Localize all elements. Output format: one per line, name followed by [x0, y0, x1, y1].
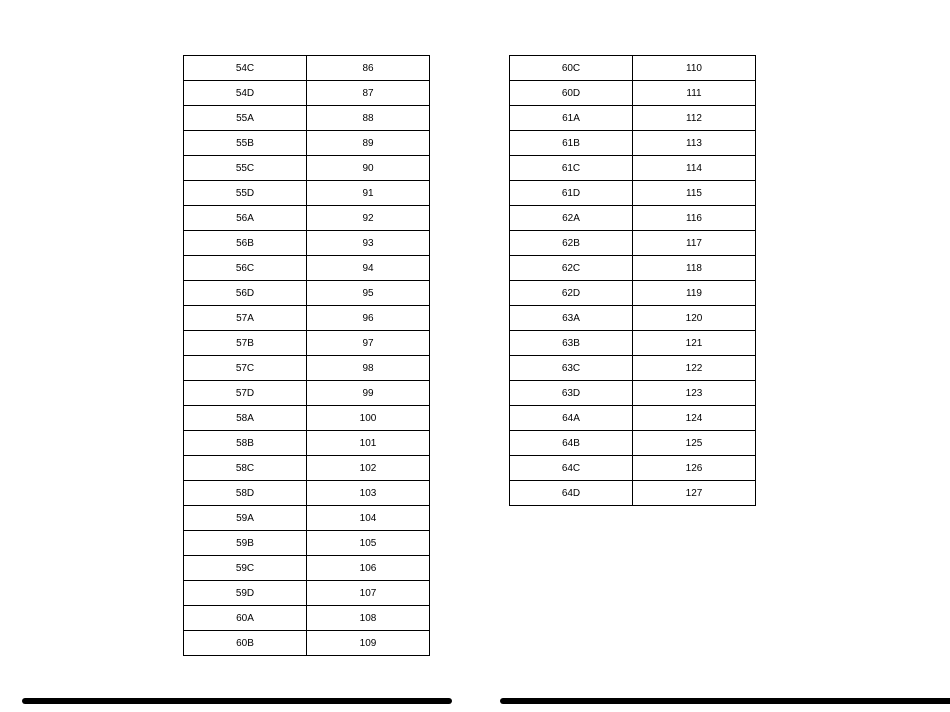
table-row: [184, 131, 430, 156]
left-code-table: [183, 55, 430, 656]
table-row: [184, 431, 430, 456]
table-row: [510, 56, 756, 81]
code-cell: 58D: [184, 481, 307, 506]
number-cell: 92: [307, 206, 430, 231]
code-cell: 55C: [184, 156, 307, 181]
table-row: [510, 431, 756, 456]
code-cell: 64B: [510, 431, 633, 456]
table-row: [184, 606, 430, 631]
code-cell: 63C: [510, 356, 633, 381]
table-row: [184, 331, 430, 356]
code-cell: 62A: [510, 206, 633, 231]
number-cell: 127: [633, 481, 756, 506]
number-cell: 115: [633, 181, 756, 206]
number-cell: 125: [633, 431, 756, 456]
number-cell: 126: [633, 456, 756, 481]
code-cell: 55B: [184, 131, 307, 156]
number-cell: 111: [633, 81, 756, 106]
code-cell: 63D: [510, 381, 633, 406]
number-cell: 110: [633, 56, 756, 81]
table-row: [184, 356, 430, 381]
table-row: [510, 231, 756, 256]
table-row: [184, 406, 430, 431]
number-cell: 97: [307, 331, 430, 356]
number-cell: 86: [307, 56, 430, 81]
table-row: [510, 106, 756, 131]
number-cell: 109: [307, 631, 430, 656]
number-cell: 103: [307, 481, 430, 506]
number-cell: 101: [307, 431, 430, 456]
number-cell: 122: [633, 356, 756, 381]
code-cell: 60A: [184, 606, 307, 631]
number-cell: 113: [633, 131, 756, 156]
table-row: [184, 81, 430, 106]
code-cell: 55D: [184, 181, 307, 206]
table-row: [510, 356, 756, 381]
number-cell: 87: [307, 81, 430, 106]
number-cell: 118: [633, 256, 756, 281]
number-cell: 95: [307, 281, 430, 306]
code-cell: 64D: [510, 481, 633, 506]
code-cell: 60C: [510, 56, 633, 81]
code-cell: 59A: [184, 506, 307, 531]
table-row: [510, 381, 756, 406]
table-row: [510, 181, 756, 206]
number-cell: 90: [307, 156, 430, 181]
number-cell: 116: [633, 206, 756, 231]
table-row: [510, 306, 756, 331]
right-page: [475, 0, 950, 712]
code-cell: 57C: [184, 356, 307, 381]
left-page-bottom-bar: [22, 698, 452, 704]
code-cell: 58B: [184, 431, 307, 456]
table-row: [510, 256, 756, 281]
code-cell: 61A: [510, 106, 633, 131]
code-cell: 60B: [184, 631, 307, 656]
code-cell: 59C: [184, 556, 307, 581]
code-cell: 56B: [184, 231, 307, 256]
code-cell: 64C: [510, 456, 633, 481]
number-cell: 93: [307, 231, 430, 256]
number-cell: 89: [307, 131, 430, 156]
code-cell: 62D: [510, 281, 633, 306]
table-row: [510, 481, 756, 506]
code-cell: 54D: [184, 81, 307, 106]
number-cell: 112: [633, 106, 756, 131]
number-cell: 106: [307, 556, 430, 581]
code-cell: 61C: [510, 156, 633, 181]
number-cell: 94: [307, 256, 430, 281]
table-row: [184, 506, 430, 531]
number-cell: 104: [307, 506, 430, 531]
number-cell: 121: [633, 331, 756, 356]
number-cell: 99: [307, 381, 430, 406]
table-row: [184, 531, 430, 556]
table-row: [184, 456, 430, 481]
number-cell: 100: [307, 406, 430, 431]
number-cell: 119: [633, 281, 756, 306]
code-cell: 62C: [510, 256, 633, 281]
number-cell: 120: [633, 306, 756, 331]
code-cell: 56C: [184, 256, 307, 281]
table-row: [184, 306, 430, 331]
table-row: [510, 331, 756, 356]
number-cell: 98: [307, 356, 430, 381]
code-cell: 56A: [184, 206, 307, 231]
table-row: [510, 456, 756, 481]
number-cell: 117: [633, 231, 756, 256]
table-row: [184, 381, 430, 406]
table-row: [510, 81, 756, 106]
number-cell: 108: [307, 606, 430, 631]
code-cell: 58A: [184, 406, 307, 431]
code-cell: 59B: [184, 531, 307, 556]
number-cell: 105: [307, 531, 430, 556]
table-row: [184, 181, 430, 206]
number-cell: 102: [307, 456, 430, 481]
code-cell: 59D: [184, 581, 307, 606]
table-row: [510, 406, 756, 431]
table-row: [184, 231, 430, 256]
number-cell: 124: [633, 406, 756, 431]
table-row: [184, 281, 430, 306]
code-cell: 64A: [510, 406, 633, 431]
table-row: [184, 256, 430, 281]
table-row: [184, 56, 430, 81]
code-cell: 57D: [184, 381, 307, 406]
right-code-table: [509, 55, 756, 506]
table-row: [510, 206, 756, 231]
table-row: [184, 156, 430, 181]
table-row: [184, 556, 430, 581]
number-cell: 123: [633, 381, 756, 406]
code-cell: 62B: [510, 231, 633, 256]
number-cell: 96: [307, 306, 430, 331]
right-page-bottom-bar: [500, 698, 950, 704]
code-cell: 55A: [184, 106, 307, 131]
table-row: [184, 206, 430, 231]
number-cell: 114: [633, 156, 756, 181]
table-row: [184, 106, 430, 131]
code-cell: 57A: [184, 306, 307, 331]
table-row: [184, 631, 430, 656]
code-cell: 61B: [510, 131, 633, 156]
code-cell: 58C: [184, 456, 307, 481]
table-row: [510, 156, 756, 181]
number-cell: 88: [307, 106, 430, 131]
code-cell: 57B: [184, 331, 307, 356]
code-cell: 54C: [184, 56, 307, 81]
code-cell: 60D: [510, 81, 633, 106]
table-row: [184, 481, 430, 506]
table-row: [510, 131, 756, 156]
code-cell: 63A: [510, 306, 633, 331]
table-row: [510, 281, 756, 306]
number-cell: 91: [307, 181, 430, 206]
code-cell: 63B: [510, 331, 633, 356]
number-cell: 107: [307, 581, 430, 606]
code-cell: 56D: [184, 281, 307, 306]
code-cell: 61D: [510, 181, 633, 206]
table-row: [184, 581, 430, 606]
